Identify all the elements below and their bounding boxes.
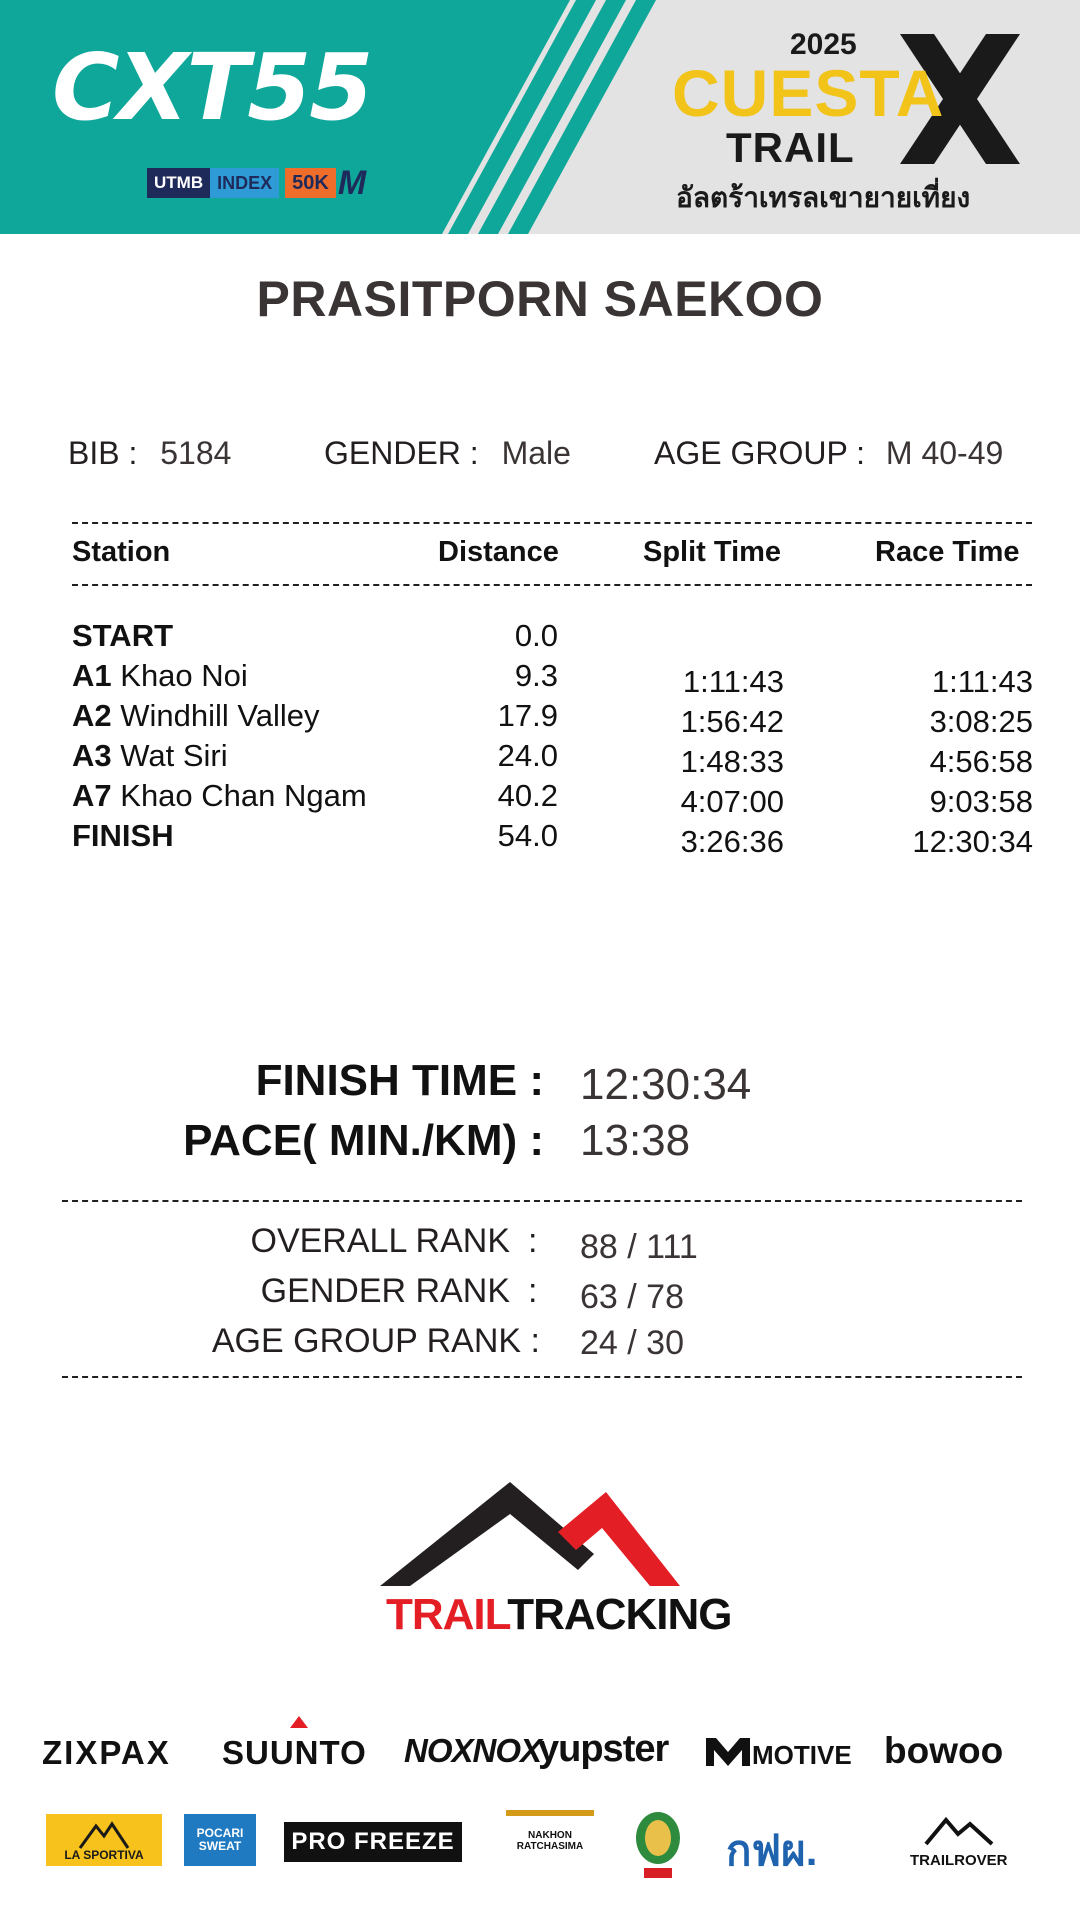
thai-subtitle: อัลตร้าเทรลเขายายเที่ยง	[676, 181, 971, 214]
sponsor-la-sportiva-label: LA SPORTIVA	[64, 1848, 144, 1862]
sponsor-noxnox-logo: NOXNOX	[404, 1732, 542, 1769]
gender-rank-value: 63 / 78	[580, 1278, 684, 1316]
split-time: 1:11:43	[682, 664, 784, 699]
runner-name: PRASITPORN SAEKOO	[256, 271, 824, 327]
sponsor-egat-logo: กฟผ.	[726, 1827, 818, 1874]
bib-info	[68, 435, 231, 472]
provincial-emblem-icon	[630, 1804, 686, 1882]
trailtracking-part2: TRACKING	[507, 1590, 732, 1639]
divider	[62, 1200, 1022, 1202]
bib-value: 5184	[160, 435, 232, 471]
event-header	[0, 0, 1080, 234]
station-code: A1	[72, 658, 112, 693]
station-distance: 0.0	[514, 618, 558, 653]
rank-colon: :	[528, 1272, 538, 1310]
trailtracking-wordmark	[386, 1590, 731, 1640]
station-distance: 17.9	[497, 698, 558, 733]
age-group-value: M 40-49	[885, 435, 1004, 471]
table-row	[0, 778, 1080, 818]
sponsor-la-sportiva-logo	[46, 1814, 162, 1866]
station-distance: 9.3	[514, 658, 558, 693]
race-time: 3:08:25	[929, 704, 1033, 739]
divider	[72, 584, 1032, 586]
station-code: A3	[72, 738, 112, 773]
motive-mark-icon	[706, 1738, 750, 1766]
race-time: 4:56:58	[929, 744, 1033, 779]
sponsor-pocari-label: POCARI SWEAT	[196, 1826, 244, 1853]
station-distance: 24.0	[497, 738, 558, 773]
table-row	[0, 738, 1080, 778]
split-time: 4:07:00	[680, 784, 784, 819]
station-distance: 40.2	[497, 778, 558, 813]
race-time: 1:11:43	[931, 664, 1033, 699]
race-time: 12:30:34	[912, 824, 1033, 859]
table-row	[0, 818, 1080, 858]
table-row	[0, 618, 1080, 658]
header-split-time: Split Time	[643, 536, 782, 568]
race-time: 9:03:58	[929, 784, 1033, 819]
header-distance: Distance	[438, 536, 559, 568]
sponsor-yupster-logo: yupster	[538, 1728, 669, 1770]
distance-badge-label: 50K	[285, 168, 336, 198]
station-code: A7	[72, 778, 112, 813]
overall-rank-value: 88 / 111	[580, 1228, 698, 1266]
gender-label: GENDER :	[324, 435, 479, 471]
sponsor-pocari-sweat-logo	[184, 1814, 256, 1866]
age-group-rank-label: AGE GROUP RANK :	[211, 1322, 540, 1360]
trailrover-mountain-icon	[924, 1816, 994, 1846]
table-row	[0, 698, 1080, 738]
cuesta-wordmark: CUESTA	[672, 56, 945, 130]
station-name	[72, 738, 228, 774]
age-group-rank-value: 24 / 30	[580, 1324, 684, 1362]
gender-rank-label: GENDER RANK	[260, 1272, 510, 1310]
trail-wordmark: TRAIL	[726, 124, 855, 171]
sponsor-suunto-logo: SUUNTO	[222, 1734, 367, 1771]
sponsor-motive-logo: MOTIVE	[752, 1740, 852, 1770]
sponsor-zixpax-logo: ZIXPAX	[42, 1734, 171, 1771]
station-label: Khao Chan Ngam	[120, 778, 367, 813]
split-time: 3:26:36	[680, 824, 784, 859]
bib-label: BIB :	[68, 435, 138, 471]
rank-colon: :	[528, 1222, 538, 1260]
age-group-label: AGE GROUP :	[654, 435, 866, 471]
station-name: START	[72, 618, 174, 653]
pace-label: PACE( MIN./KM) :	[183, 1116, 544, 1165]
gender-info	[324, 435, 571, 472]
cxt55-logo: CXT55	[52, 34, 372, 141]
station-name	[72, 698, 320, 734]
utmb-index-badge	[147, 166, 366, 200]
sponsor-nakhon-ratchasima-logo: NAKHON RATCHASIMA	[506, 1810, 594, 1866]
mountain-icon	[78, 1820, 130, 1850]
station-label: Windhill Valley	[120, 698, 320, 733]
utmb-badge-label: UTMB	[147, 168, 210, 198]
station-name	[72, 658, 248, 694]
station-name: FINISH	[72, 818, 174, 853]
station-name	[72, 778, 367, 814]
table-row	[0, 658, 1080, 698]
age-group-info	[654, 435, 1003, 472]
event-year: 2025	[790, 28, 857, 61]
divider	[72, 522, 1032, 524]
suunto-triangle-icon	[290, 1716, 308, 1728]
m-badge-label: M	[337, 164, 367, 202]
sponsor-bowoo-logo: bowoo	[884, 1730, 1004, 1771]
header-station: Station	[72, 536, 171, 568]
sponsor-pro-freeze-logo: PRO FREEZE	[284, 1822, 462, 1862]
gender-value: Male	[501, 435, 571, 471]
station-code: A2	[72, 698, 112, 733]
split-time: 1:48:33	[680, 744, 784, 779]
finish-time-label: FINISH TIME :	[255, 1056, 544, 1105]
station-label: Wat Siri	[120, 738, 228, 773]
overall-rank-label: OVERALL RANK	[250, 1222, 510, 1260]
trailtracking-part1: TRAIL	[386, 1590, 508, 1639]
station-distance: 54.0	[497, 818, 558, 853]
finish-time-value: 12:30:34	[580, 1060, 752, 1109]
split-time: 1:56:42	[680, 704, 784, 739]
station-label: Khao Noi	[120, 658, 248, 693]
pace-value: 13:38	[580, 1116, 691, 1165]
sponsor-trailrover-logo: TRAILROVER	[910, 1852, 1008, 1869]
header-race-time: Race Time	[875, 536, 1020, 568]
divider	[62, 1376, 1022, 1378]
index-badge-label: INDEX	[210, 168, 279, 198]
